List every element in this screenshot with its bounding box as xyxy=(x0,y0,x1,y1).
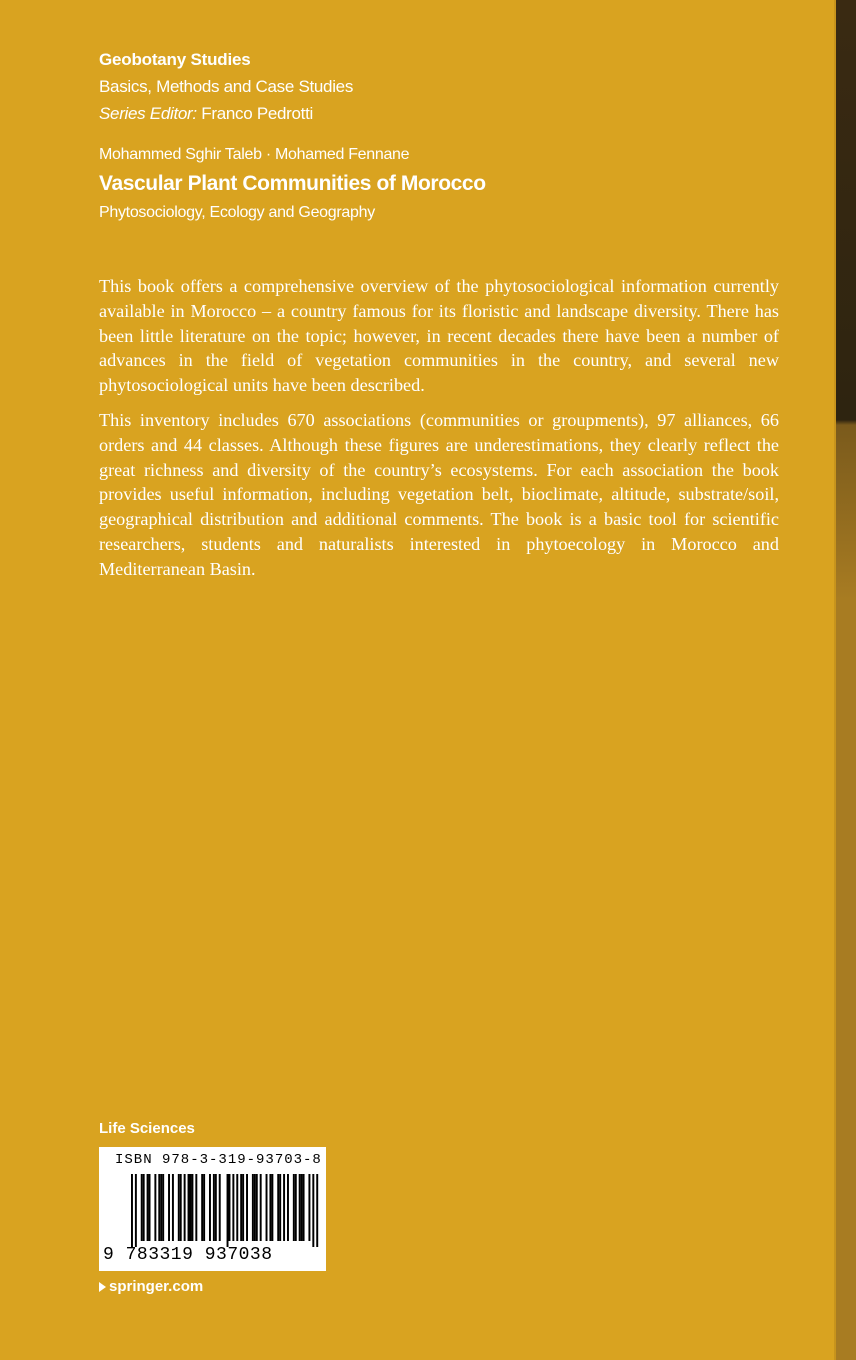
barcode-bar xyxy=(240,1174,242,1241)
barcode-bar xyxy=(301,1174,303,1241)
arrow-right-icon xyxy=(99,1282,106,1292)
barcode-bar xyxy=(303,1174,305,1241)
barcode-bar xyxy=(190,1174,192,1241)
barcode-bar xyxy=(168,1174,170,1241)
barcode-bar xyxy=(180,1174,182,1241)
barcode-bar xyxy=(316,1174,318,1247)
book-authors: Mohammed Sghir Taleb · Mohamed Fennane xyxy=(99,146,410,163)
barcode-bar xyxy=(287,1174,289,1241)
barcode-bar xyxy=(242,1174,244,1241)
barcode-bar xyxy=(236,1174,238,1241)
barcode-bar xyxy=(143,1174,145,1241)
barcode-bar xyxy=(131,1174,133,1247)
barcode-bar xyxy=(246,1174,248,1241)
series-info xyxy=(99,47,799,127)
barcode-bar xyxy=(201,1174,203,1241)
barcode-bar xyxy=(283,1174,285,1241)
barcode-bar xyxy=(256,1174,258,1241)
barcode-bar xyxy=(184,1174,186,1241)
barcode-bar xyxy=(188,1174,190,1241)
series-title: Geobotany Studies xyxy=(99,50,251,69)
barcode-bar xyxy=(160,1174,162,1241)
barcode-bar xyxy=(266,1174,268,1241)
barcode-bar xyxy=(295,1174,297,1241)
barcode-bar xyxy=(191,1174,193,1241)
barcode-bar xyxy=(277,1174,279,1241)
barcode-bar xyxy=(141,1174,143,1241)
publisher-url: springer.com xyxy=(109,1278,204,1295)
series-subtitle: Basics, Methods and Case Studies xyxy=(99,77,354,96)
barcode-bar xyxy=(260,1174,262,1241)
barcode-bar xyxy=(279,1174,281,1241)
barcode-bar xyxy=(154,1174,156,1241)
book-header xyxy=(99,142,799,226)
barcode-bar xyxy=(215,1174,217,1241)
series-editor xyxy=(99,100,799,127)
barcode-bar xyxy=(172,1174,174,1241)
barcode-bar xyxy=(178,1174,180,1241)
barcode-bar xyxy=(195,1174,197,1241)
barcode-digits: 9 783319 937038 xyxy=(103,1245,273,1265)
book-title: Vascular Plant Communities of Morocco xyxy=(99,172,486,195)
barcode-bar xyxy=(269,1174,271,1241)
isbn-label: ISBN 978-3-319-93703-8 xyxy=(115,1152,322,1168)
book-spine xyxy=(836,0,856,1360)
barcode-bar xyxy=(162,1174,164,1241)
barcode-bar xyxy=(135,1174,137,1247)
barcode-bar xyxy=(203,1174,205,1241)
barcode-bar xyxy=(299,1174,301,1241)
barcode-bar xyxy=(227,1174,229,1247)
isbn-barcode xyxy=(99,1147,326,1271)
barcode-bar xyxy=(229,1174,231,1241)
barcode-bar xyxy=(209,1174,211,1241)
barcode-bar xyxy=(254,1174,256,1241)
barcode-bar xyxy=(158,1174,160,1241)
barcode-bar xyxy=(271,1174,273,1241)
blurb-paragraph-1: This book offers a comprehensive overview of the phytosociological information currently available in Morocco – a country famous for its floristic and landscape diversity. There has been little literature on the topic; however, in recent decades there have been a number of advances in the field of vegetation communities in the country, and several new phytosociological units have been described. xyxy=(99,276,779,396)
barcode-bar xyxy=(213,1174,215,1241)
barcode-bar xyxy=(308,1174,310,1241)
subject-category: Life Sciences xyxy=(99,1120,195,1137)
barcode-bar xyxy=(252,1174,254,1241)
book-blurb xyxy=(99,274,779,592)
barcode-bar xyxy=(147,1174,149,1241)
series-editor-label: Series Editor: xyxy=(99,104,197,123)
barcode-bar xyxy=(219,1174,221,1241)
barcode-bar xyxy=(293,1174,295,1241)
blurb-paragraph-2: This inventory includes 670 associations (communities or groupments), 97 alliances, 66 orders and 44 classes. Although these figures are underestimations, they clearly reflect the great richness and diversity of the country’s ecosystems. For each association the book provides useful information, including vegetation belt, bioclimate, altitude, substrate/soil, geographical distribution and additional comments. The book is a basic tool for scientific researchers, students and naturalists interested in phytoecology in Morocco and Mediterranean Basin. xyxy=(99,409,779,579)
book-subtitle: Phytosociology, Ecology and Geography xyxy=(99,204,375,221)
series-editor-name: Franco Pedrotti xyxy=(201,104,314,123)
publisher-link[interactable] xyxy=(99,1276,203,1298)
barcode-bar xyxy=(149,1174,151,1241)
barcode-bar xyxy=(312,1174,314,1247)
barcode-bar xyxy=(232,1174,234,1241)
